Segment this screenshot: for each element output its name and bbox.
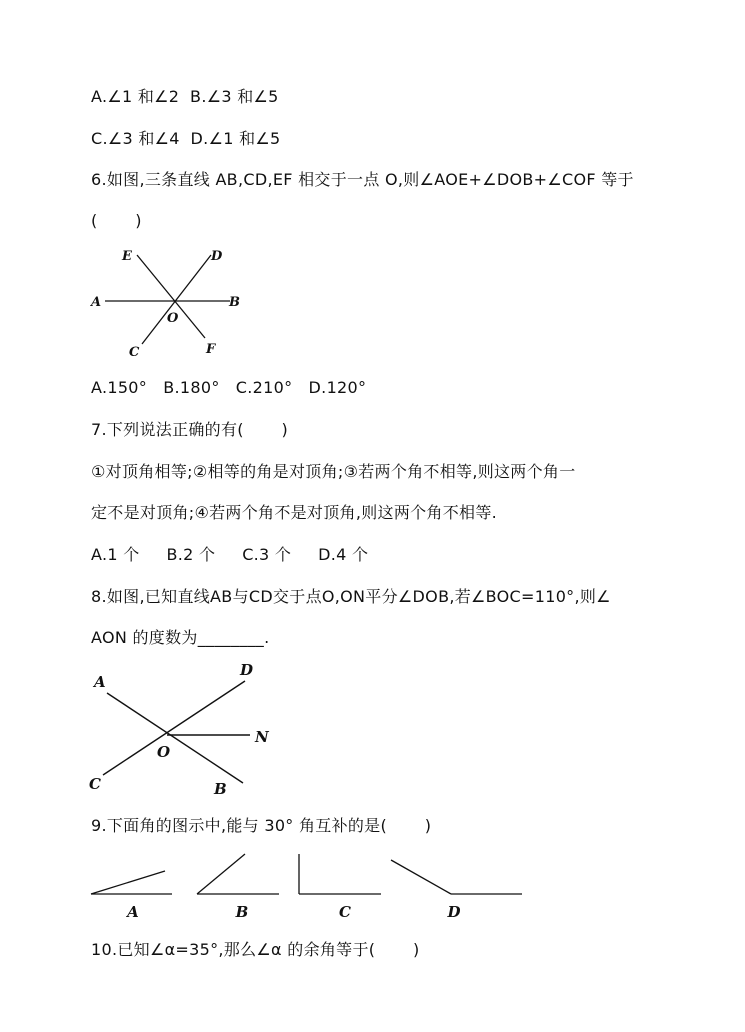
question-7: 7.下列说法正确的有( ) [91, 420, 289, 439]
label-C: C [129, 345, 140, 360]
label-B: B [229, 295, 240, 310]
label-C: C [89, 775, 101, 793]
caption-B: B [235, 903, 249, 921]
question-6: 6.如图,三条直线 AB,CD,EF 相交于一点 O,则∠AOE+∠DOB+∠COF 等于 [91, 170, 634, 189]
question-7-statements-2: 定不是对顶角;④若两个角不是对顶角,则这两个角不相等. [91, 503, 498, 522]
figure-9-angle-options [85, 848, 535, 923]
label-D: D [211, 249, 223, 264]
question-8-line1: 8.如图,已知直线AB与CD交于点O,ON平分∠DOB,若∠BOC=110°,则∠ [91, 587, 611, 606]
question-6-options: A.150° B.180° C.210° D.120° [91, 378, 367, 397]
label-E: E [122, 249, 132, 264]
question-7-statements-1: ①对顶角相等;②相等的角是对顶角;③若两个角不相等,则这两个角一 [91, 462, 576, 481]
label-B: B [214, 780, 227, 798]
question-10: 10.已知∠α=35°,那么∠α 的余角等于( ) [91, 940, 420, 959]
label-A: A [91, 295, 102, 310]
caption-C: C [339, 903, 351, 921]
label-A: A [94, 673, 106, 691]
label-N: N [255, 728, 269, 746]
label-O: O [167, 311, 179, 326]
caption-A: A [127, 903, 139, 921]
q5-options-line2: C.∠3 和∠4 D.∠1 和∠5 [91, 129, 281, 148]
question-8-line2: AON 的度数为________. [91, 628, 270, 647]
caption-D: D [447, 903, 461, 921]
question-7-options: A.1 个 B.2 个 C.3 个 D.4 个 [91, 545, 369, 564]
question-6-answer-blank: ( ) [91, 211, 142, 230]
figure-6-three-lines [85, 243, 255, 363]
question-9: 9.下面角的图示中,能与 30° 角互补的是( ) [91, 816, 432, 835]
label-F: F [206, 342, 216, 357]
figure-8-bisector [85, 655, 285, 805]
label-D: D [240, 661, 254, 679]
label-O: O [157, 743, 171, 761]
q5-options-line1: A.∠1 和∠2 B.∠3 和∠5 [91, 87, 279, 106]
